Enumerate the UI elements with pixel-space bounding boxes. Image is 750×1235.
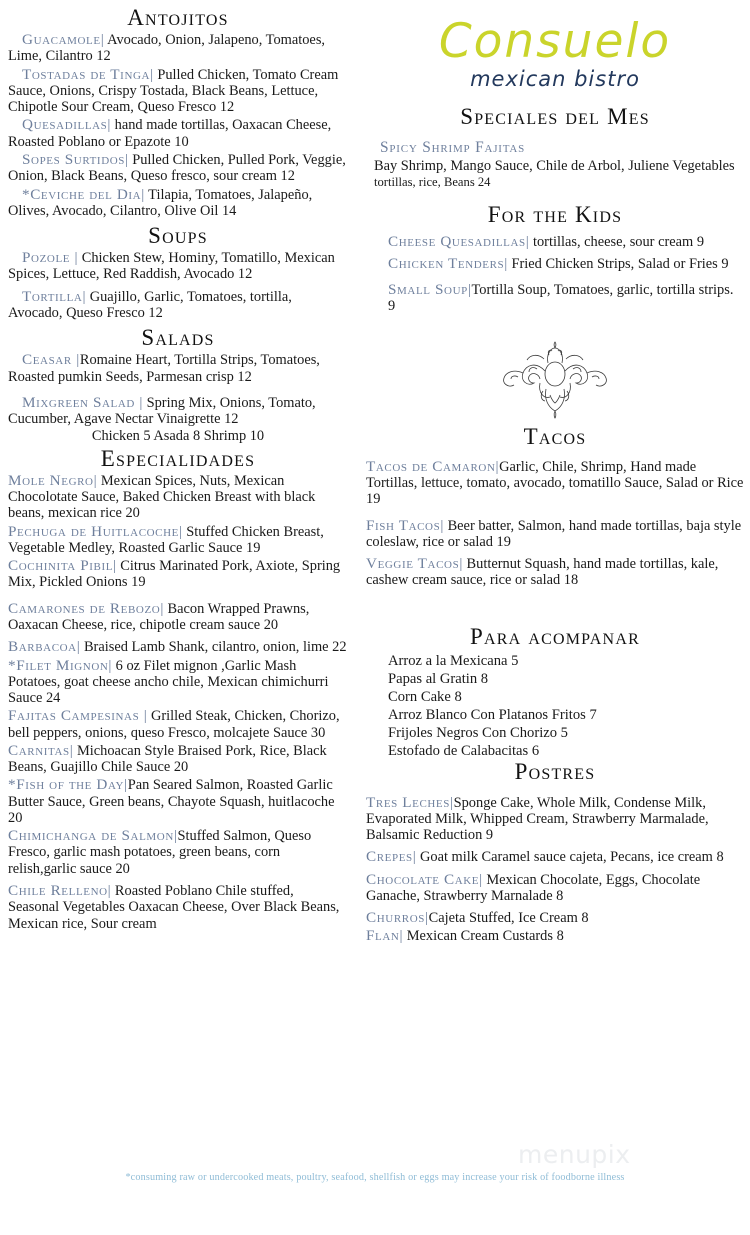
item-description: Chicken Stew, Hominy, Tomatillo, Mexican Spices, Lettuce, Red Raddish, Avocado 12 xyxy=(8,250,335,283)
item-description: Goat milk Caramel sauce cajeta, Pecans, ice cream 8 xyxy=(416,849,724,866)
item-name: Mixgreen Salad xyxy=(22,393,140,411)
section-heading-antojitos: Antojitos xyxy=(127,5,229,30)
item-separator: | xyxy=(495,457,500,475)
item-description: Stuffed Salmon, Queso Fresco, garlic mash potatoes, green beans, corn relish,garlic sauce 20 xyxy=(8,828,312,877)
footer-disclaimer: *consuming raw or undercooked meats, poultry, seafood, shellfish or eggs may increase your risk of foodborne illness xyxy=(125,1172,625,1183)
item-description: 6 oz Filet mignon ,Garlic Mash Potatoes, goat cheese ancho chile, Mexican chimichurri Sauce 24 xyxy=(8,657,329,707)
menu-item xyxy=(388,233,744,250)
menu-item xyxy=(8,776,348,826)
brand-name: Consuelo xyxy=(438,14,672,69)
menu-item xyxy=(366,517,744,551)
item-separator: | xyxy=(173,827,178,845)
item-description: tortillas, cheese, sour cream 9 xyxy=(529,233,705,250)
special-desc-small: tortillas, rice, Beans 24 xyxy=(374,175,491,190)
item-name: Small Soup xyxy=(388,281,468,299)
section-heading-speciales-del-mes: Speciales del Mes xyxy=(460,104,650,129)
item-description: Pulled Chicken, Pulled Pork, Veggie, Onion, Black Beans, Queso fresco, sour cream 12 xyxy=(8,152,346,185)
item-name: Carnitas xyxy=(8,741,70,759)
item-separator: | xyxy=(399,927,404,945)
item-separator: | xyxy=(76,351,80,369)
item-name: Churros xyxy=(366,909,425,927)
item-description: Citrus Marinated Pork, Axiote, Spring Mix, Pickled Onions 19 xyxy=(8,558,341,591)
item-name: Pozole xyxy=(22,249,71,267)
item-description: Mexican Cream Custards 8 xyxy=(403,928,564,945)
item-name: Cochinita Pibil xyxy=(8,557,114,575)
item-separator: | xyxy=(143,707,148,725)
item-separator: | xyxy=(70,249,79,267)
item-name: Mole Negro xyxy=(8,471,94,489)
menu-item xyxy=(8,186,348,220)
section-heading-for-the-kids: For the Kids xyxy=(487,202,623,228)
item-name: Camarones de Rebozo xyxy=(8,599,161,617)
item-separator: | xyxy=(424,909,429,927)
item-separator: | xyxy=(160,599,164,617)
section-heading-postres: Postres xyxy=(514,759,596,785)
menu-item xyxy=(8,707,348,741)
right-column xyxy=(366,4,744,946)
section-heading-para-acompanar: Para acompanar xyxy=(470,623,640,649)
item-description: Michoacan Style Braised Pork, Rice, Black Beans, Guajillo Chile Sauce 20 xyxy=(8,742,327,776)
item-separator: | xyxy=(440,516,444,534)
item-description: Roasted Poblano Chile stuffed, Seasonal Vegetables Oaxacan Cheese, Over Black Beans, Mexican rice, Sour cream xyxy=(8,883,340,932)
section-heading-especialidades: Especialidades xyxy=(100,445,256,471)
item-description: Guajillo, Garlic, Tomatoes, tortilla, Avocado, Queso Fresco 12 xyxy=(8,288,292,321)
item-name: Pechuga de Huitlacoche xyxy=(8,522,179,540)
menu-item xyxy=(8,600,348,634)
item-name: Veggie Tacos xyxy=(366,555,460,573)
item-name: Chimichanga de Salmon xyxy=(8,827,174,845)
menu-item xyxy=(8,288,348,322)
side-item: Papas al Gratin 8 xyxy=(388,670,489,687)
menu-item xyxy=(8,394,348,428)
menu-item xyxy=(8,151,348,185)
item-name: Spicy Shrimp Fajitas xyxy=(380,139,526,157)
item-separator: | xyxy=(107,116,112,134)
item-name: Sopes Surtidos xyxy=(22,151,125,168)
item-name: Tres Leches xyxy=(366,793,450,811)
side-item: Arroz Blanco Con Platanos Fritos 7 xyxy=(388,707,597,724)
item-description: Bacon Wrapped Prawns, Oaxacan Cheese, rice, chipotle cream sauce 20 xyxy=(8,600,310,634)
menu-item xyxy=(8,351,348,385)
item-description: Braised Lamb Shank, cilantro, onion, lime 22 xyxy=(80,639,347,656)
item-name: Ceasar xyxy=(22,351,77,369)
brand-tagline: mexican bistro xyxy=(470,67,640,91)
item-description: Garlic, Chile, Shrimp, Hand made Tortillas, lettuce, tomato, avocado, tomatillo Sauce, Salad or Rice 19 xyxy=(366,458,744,508)
item-name: Chicken Tenders xyxy=(388,254,505,272)
item-separator: | xyxy=(467,281,472,299)
item-description xyxy=(366,158,744,191)
menu-item xyxy=(366,909,744,926)
restaurant-logo xyxy=(366,4,744,91)
section-heading-salads: Salads xyxy=(141,325,215,351)
item-name: Cheese Quesadillas xyxy=(388,232,526,250)
item-separator: | xyxy=(125,151,129,168)
menu-item xyxy=(8,523,348,557)
side-item: Frijoles Negros Con Chorizo 5 xyxy=(388,725,568,742)
item-description: Stuffed Chicken Breast, Vegetable Medley, Roasted Garlic Sauce 19 xyxy=(8,523,324,556)
item-separator: | xyxy=(479,870,483,888)
item-description: Mexican Chocolate, Eggs, Chocolate Ganache, Strawberry Marnalade 8 xyxy=(366,871,701,904)
item-separator: | xyxy=(82,287,87,305)
item-name: *Fish of the Day xyxy=(8,776,125,794)
item-separator: | xyxy=(76,638,81,656)
item-description: Grilled Steak, Chicken, Chorizo, bell peppers, onions, queso Fresco, molcajete Sauce 30 xyxy=(8,708,340,741)
menu-item xyxy=(8,31,348,65)
item-separator: | xyxy=(69,741,74,759)
menu-item xyxy=(8,882,348,932)
item-separator: | xyxy=(139,393,144,411)
item-separator: | xyxy=(150,65,154,83)
menu-item xyxy=(8,557,348,591)
item-separator: | xyxy=(113,557,117,575)
section-heading-soups: Soups xyxy=(148,223,208,249)
menu-item xyxy=(8,116,348,150)
side-item: Estofado de Calabacitas 6 xyxy=(388,743,540,760)
special-desc-main: Bay Shrimp, Mango Sauce, Chile de Arbol, Juliene Vegetables xyxy=(374,157,735,174)
menu-item xyxy=(366,794,744,844)
menu-item xyxy=(388,281,744,315)
item-name: *Ceviche del Dia xyxy=(22,185,142,203)
menu-item xyxy=(366,927,744,944)
item-separator: | xyxy=(459,555,463,573)
item-description: Pan Seared Salmon, Roasted Garlic Butter Sauce, Green beans, Chayote Squash, huitlacoche 20 xyxy=(8,777,335,826)
menu-item xyxy=(8,657,348,707)
item-description: Mexican Spices, Nuts, Mexican Chocolotate Sauce, Baked Chicken Breast with black beans, mexican rice 20 xyxy=(8,472,316,522)
item-name: Quesadillas xyxy=(22,116,108,134)
item-description: Sponge Cake, Whole Milk, Condense Milk, Evaporated Milk, Whipped Cream, Strawberry Marmalade, Balsamic Reduction 9 xyxy=(366,794,709,844)
item-description: Cajeta Stuffed, Ice Cream 8 xyxy=(428,910,589,927)
item-separator: | xyxy=(525,232,530,250)
item-separator: | xyxy=(93,471,98,489)
menu-item xyxy=(366,458,744,508)
item-separator: | xyxy=(108,656,113,674)
left-column xyxy=(8,4,348,933)
menu-item xyxy=(8,742,348,776)
item-separator: | xyxy=(124,776,128,794)
item-description: Spring Mix, Onions, Tomato, Cucumber, Agave Nectar Vinaigrette 12 xyxy=(8,394,316,428)
item-separator: | xyxy=(107,882,112,899)
item-separator: | xyxy=(504,254,508,272)
item-description: hand made tortillas, Oaxacan Cheese, Roasted Poblano or Epazote 10 xyxy=(8,117,332,150)
item-name: Chile Relleno xyxy=(8,882,108,899)
item-description: Romaine Heart, Tortilla Strips, Tomatoes, Roasted pumkin Seeds, Parmesan crisp 12 xyxy=(8,352,320,385)
special-item xyxy=(366,139,744,190)
side-item: Arroz a la Mexicana 5 xyxy=(388,652,519,669)
item-name: Fajitas Campesinas xyxy=(8,707,144,725)
menu-item xyxy=(8,638,348,655)
item-name: Chocolate Cake xyxy=(366,870,480,888)
menupix-watermark: menupix xyxy=(518,1140,631,1169)
menu-item xyxy=(8,472,348,522)
menu-item xyxy=(8,827,348,877)
item-description: Beer batter, Salmon, hand made tortillas, baja style coleslaw, rice or salad 19 xyxy=(366,517,742,550)
item-name: Crepes xyxy=(366,848,413,866)
menu-item xyxy=(8,66,348,116)
menu-item xyxy=(366,555,744,589)
menu-item xyxy=(388,255,744,272)
item-name: Flan xyxy=(366,927,400,945)
kids-item-list xyxy=(366,233,744,315)
item-name: Tostadas de Tinga xyxy=(22,65,151,83)
item-description: Fried Chicken Strips, Salad or Fries 9 xyxy=(507,255,729,272)
item-name: Fish Tacos xyxy=(366,516,441,534)
item-name: Barbacoa xyxy=(8,638,77,656)
item-description: Pulled Chicken, Tomato Cream Sauce, Onions, Crispy Tostada, Black Beans, Lettuce, Chipotle Sour Cream, Queso Fresco 12 xyxy=(8,66,339,116)
menu-item xyxy=(366,871,744,905)
item-name: *Filet Mignon xyxy=(8,656,109,674)
item-name: Tortilla xyxy=(22,287,83,305)
item-separator: | xyxy=(100,31,105,49)
item-description: Butternut Squash, hand made tortillas, kale, cashew cream sauce, rice or salad 18 xyxy=(366,556,719,589)
item-separator: | xyxy=(141,185,145,203)
decorative-flourish-icon xyxy=(496,339,614,419)
item-separator: | xyxy=(178,522,183,540)
item-name: Tacos de Camaron xyxy=(366,457,496,475)
section-heading-tacos: Tacos xyxy=(523,423,587,449)
item-separator: | xyxy=(449,793,454,811)
side-item: Corn Cake 8 xyxy=(388,689,462,705)
menu-item xyxy=(366,848,744,865)
salad-addons: Chicken 5 Asada 8 Shrimp 10 xyxy=(91,428,265,445)
item-separator: | xyxy=(412,848,417,866)
sides-list xyxy=(366,652,744,761)
item-description: Avocado, Onion, Jalapeno, Tomatoes, Lime, Cilantro 12 xyxy=(8,32,326,65)
item-description: Tortilla Soup, Tomatoes, garlic, tortilla strips. 9 xyxy=(388,282,734,315)
menu-item xyxy=(8,249,348,283)
item-description: Tilapia, Tomatoes, Jalapeño, Olives, Avocado, Cilantro, Olive Oil 14 xyxy=(8,186,313,219)
item-name: Guacamole xyxy=(22,31,101,49)
